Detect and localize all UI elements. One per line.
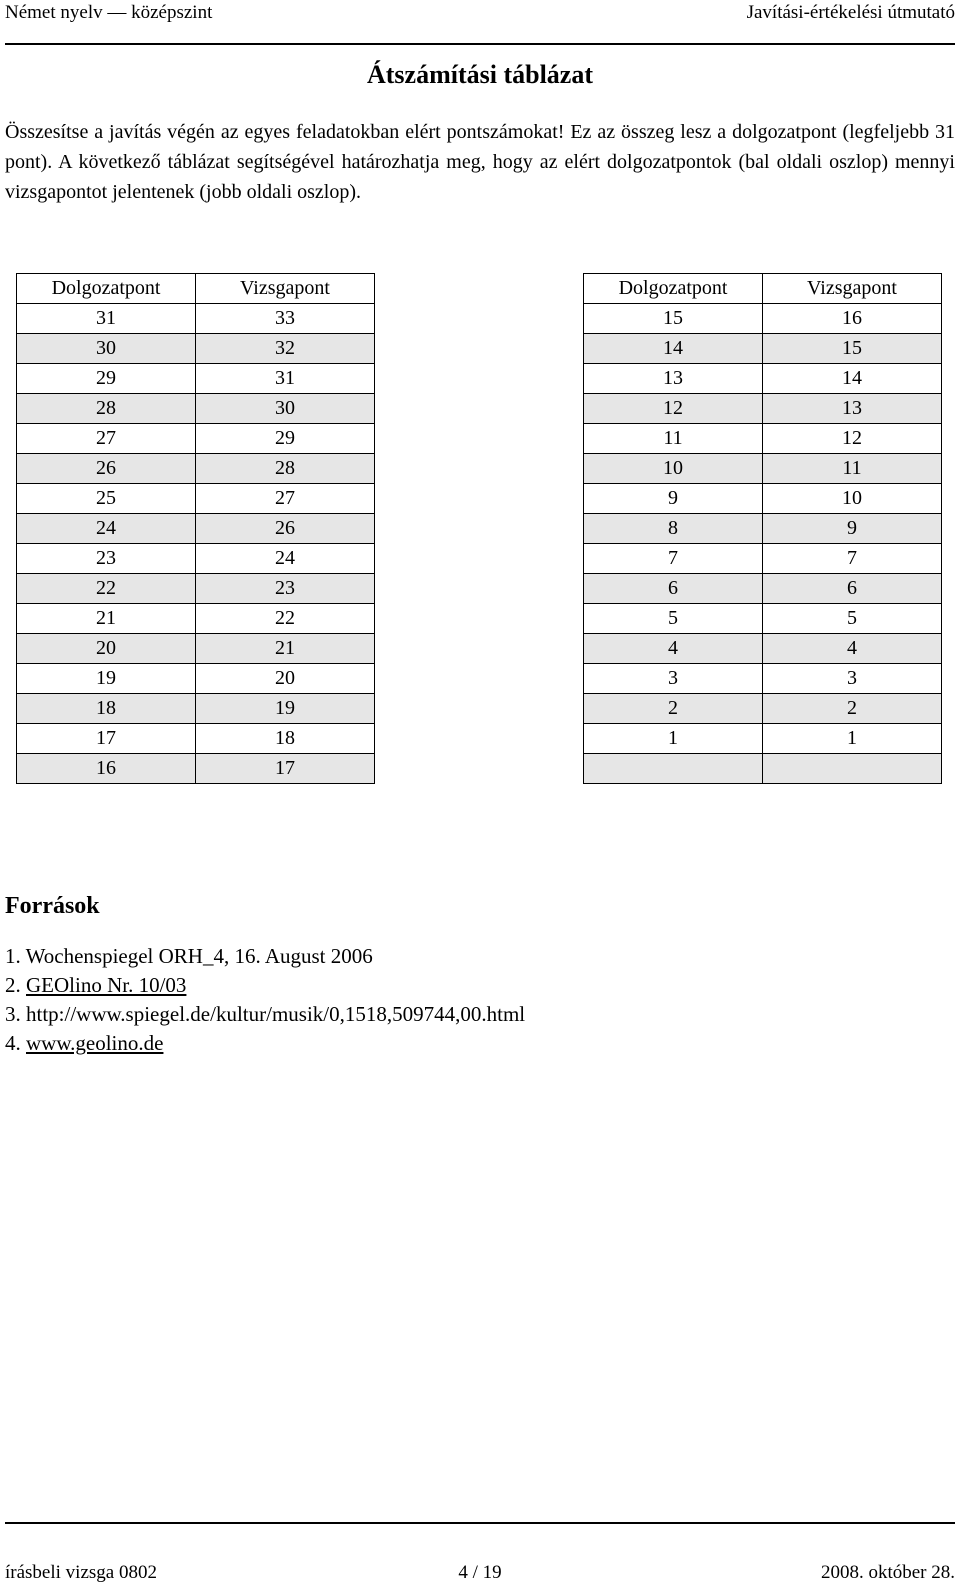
vizsgapont-cell: 27 <box>196 484 375 514</box>
table-row <box>584 604 942 634</box>
source-item <box>5 942 525 971</box>
dolgozatpont-cell: 12 <box>584 394 763 424</box>
dolgozatpont-cell: 26 <box>17 454 196 484</box>
dolgozatpont-cell: 14 <box>584 334 763 364</box>
header-divider <box>5 43 955 45</box>
dolgozatpont-cell: 3 <box>584 664 763 694</box>
vizsgapont-cell: 28 <box>196 454 375 484</box>
vizsgapont-cell: 1 <box>763 724 942 754</box>
footer-page-number: 4 / 19 <box>458 1562 502 1583</box>
source-item <box>5 971 525 1000</box>
dolgozatpont-cell: 2 <box>584 694 763 724</box>
page-title: Átszámítási táblázat <box>366 60 593 89</box>
table-row <box>584 664 942 694</box>
dolgozatpont-cell: 15 <box>584 304 763 334</box>
table-row <box>584 484 942 514</box>
vizsgapont-cell: 19 <box>196 694 375 724</box>
dolgozatpont-cell: 29 <box>17 364 196 394</box>
intro-paragraph: Összesítse a javítás végén az egyes feladatokban elért pontszámokat! Ez az összeg lesz a dolgozatpont (legfeljebb 31 pont). A következő táblázat segítségével határozhatja meg, hogy az elért dolgozatpontok (bal oldali oszlop) mennyi vizsgapontot jelentenek (jobb oldali oszlop). <box>5 121 955 203</box>
vizsgapont-cell: 4 <box>763 634 942 664</box>
vizsgapont-cell: 15 <box>763 334 942 364</box>
vizsgapont-cell: 13 <box>763 394 942 424</box>
dolgozatpont-cell: 22 <box>17 574 196 604</box>
table-row <box>584 574 942 604</box>
dolgozatpont-cell: 19 <box>17 664 196 694</box>
dolgozatpont-cell: 16 <box>17 754 196 784</box>
vizsgapont-cell <box>763 754 942 784</box>
table-row <box>17 484 375 514</box>
sources-list <box>5 942 525 1058</box>
vizsgapont-cell: 3 <box>763 664 942 694</box>
table-row <box>584 394 942 424</box>
dolgozatpont-cell: 4 <box>584 634 763 664</box>
vizsgapont-cell: 5 <box>763 604 942 634</box>
source-text: Wochenspiegel ORH_4, 16. August 2006 <box>25 944 373 968</box>
vizsgapont-cell: 17 <box>196 754 375 784</box>
source-number: 3. <box>5 1002 21 1026</box>
dolgozatpont-cell: 1 <box>584 724 763 754</box>
vizsgapont-cell: 30 <box>196 394 375 424</box>
table-header-row <box>17 274 375 304</box>
source-item <box>5 1000 525 1029</box>
vizsgapont-cell: 26 <box>196 514 375 544</box>
vizsgapont-cell: 33 <box>196 304 375 334</box>
vizsgapont-cell: 18 <box>196 724 375 754</box>
dolgozatpont-cell: 27 <box>17 424 196 454</box>
source-number: 4. <box>5 1031 21 1055</box>
table-row <box>17 394 375 424</box>
source-text: http://www.spiegel.de/kultur/musik/0,1518,509744,00.html <box>26 1002 526 1026</box>
table-row <box>584 634 942 664</box>
page-header <box>5 0 955 30</box>
dolgozatpont-cell: 10 <box>584 454 763 484</box>
table-row <box>17 604 375 634</box>
dolgozatpont-cell: 21 <box>17 604 196 634</box>
vizsgapont-cell: 32 <box>196 334 375 364</box>
column-header: Vizsgapont <box>763 274 942 304</box>
dolgozatpont-cell: 17 <box>17 724 196 754</box>
vizsgapont-cell: 16 <box>763 304 942 334</box>
table-row <box>584 424 942 454</box>
footer-divider <box>5 1522 955 1524</box>
table-row <box>17 514 375 544</box>
dolgozatpont-cell: 31 <box>17 304 196 334</box>
table-row <box>17 754 375 784</box>
dolgozatpont-cell: 24 <box>17 514 196 544</box>
source-text: GEOlino Nr. 10/03 <box>26 973 187 997</box>
conversion-table-left <box>16 273 375 784</box>
source-text: www.geolino.de <box>26 1031 164 1055</box>
vizsgapont-cell: 20 <box>196 664 375 694</box>
dolgozatpont-cell: 23 <box>17 544 196 574</box>
vizsgapont-cell: 12 <box>763 424 942 454</box>
source-item <box>5 1029 525 1058</box>
vizsgapont-cell: 9 <box>763 514 942 544</box>
table-row <box>17 574 375 604</box>
table-row <box>584 334 942 364</box>
dolgozatpont-cell: 7 <box>584 544 763 574</box>
table-row <box>17 724 375 754</box>
vizsgapont-cell: 7 <box>763 544 942 574</box>
vizsgapont-cell: 29 <box>196 424 375 454</box>
source-number: 2. <box>5 973 21 997</box>
table-row <box>17 664 375 694</box>
vizsgapont-cell: 23 <box>196 574 375 604</box>
vizsgapont-cell: 6 <box>763 574 942 604</box>
dolgozatpont-cell: 8 <box>584 514 763 544</box>
table-row <box>584 514 942 544</box>
vizsgapont-cell: 14 <box>763 364 942 394</box>
footer-exam-code: írásbeli vizsga 0802 <box>5 1562 157 1583</box>
source-number: 1. <box>5 944 21 968</box>
dolgozatpont-cell: 20 <box>17 634 196 664</box>
vizsgapont-cell: 10 <box>763 484 942 514</box>
table-row <box>17 304 375 334</box>
table-row <box>584 454 942 484</box>
footer-date: 2008. október 28. <box>820 1562 955 1583</box>
vizsgapont-cell: 11 <box>763 454 942 484</box>
header-subject: Német nyelv — középszint <box>5 2 213 23</box>
table-row <box>17 544 375 574</box>
dolgozatpont-cell: 6 <box>584 574 763 604</box>
dolgozatpont-cell <box>584 754 763 784</box>
table-row <box>584 544 942 574</box>
column-header: Vizsgapont <box>196 274 375 304</box>
vizsgapont-cell: 24 <box>196 544 375 574</box>
header-doc-type: Javítási-értékelési útmutató <box>746 2 955 23</box>
table-row <box>584 694 942 724</box>
dolgozatpont-cell: 5 <box>584 604 763 634</box>
conversion-table-right <box>583 273 942 784</box>
vizsgapont-cell: 2 <box>763 694 942 724</box>
table-row <box>17 424 375 454</box>
dolgozatpont-cell: 11 <box>584 424 763 454</box>
table-row <box>17 364 375 394</box>
table-row <box>584 724 942 754</box>
sources-heading: Források <box>5 893 100 919</box>
table-row <box>17 334 375 364</box>
table-row <box>17 634 375 664</box>
dolgozatpont-cell: 25 <box>17 484 196 514</box>
dolgozatpont-cell: 28 <box>17 394 196 424</box>
dolgozatpont-cell: 18 <box>17 694 196 724</box>
table-row <box>584 364 942 394</box>
vizsgapont-cell: 21 <box>196 634 375 664</box>
table-row <box>17 454 375 484</box>
vizsgapont-cell: 31 <box>196 364 375 394</box>
table-row <box>584 304 942 334</box>
dolgozatpont-cell: 30 <box>17 334 196 364</box>
table-row <box>584 754 942 784</box>
dolgozatpont-cell: 13 <box>584 364 763 394</box>
column-header: Dolgozatpont <box>17 274 196 304</box>
table-header-row <box>584 274 942 304</box>
vizsgapont-cell: 22 <box>196 604 375 634</box>
dolgozatpont-cell: 9 <box>584 484 763 514</box>
table-row <box>17 694 375 724</box>
column-header: Dolgozatpont <box>584 274 763 304</box>
